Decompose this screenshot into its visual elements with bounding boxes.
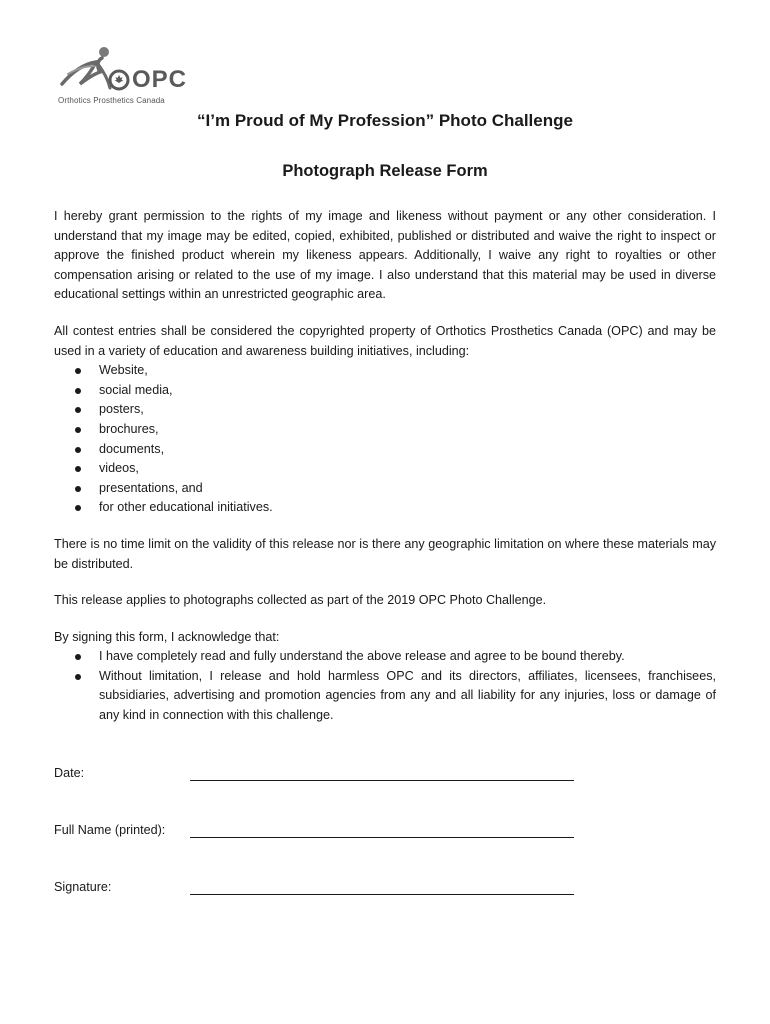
scope-paragraph: This release applies to photographs collected as part of the 2019 OPC Photo Challenge. xyxy=(54,593,547,608)
list-item: brochures, xyxy=(54,420,716,440)
form-subtitle: Photograph Release Form xyxy=(282,162,488,180)
bullet-icon xyxy=(75,368,81,374)
list-item: posters, xyxy=(54,400,716,420)
list-item: I have completely read and fully understand the above release and agree to be bound thereby. xyxy=(54,647,716,667)
bullet-icon xyxy=(75,427,81,433)
validity-paragraph: There is no time limit on the validity of this release nor is there any geographic limitation on where these materials may be distributed. xyxy=(54,536,716,571)
bullet-icon xyxy=(75,447,81,453)
bullet-icon xyxy=(75,388,81,394)
full-name-line[interactable] xyxy=(190,837,574,838)
bullet-icon xyxy=(75,407,81,413)
list-item: social media, xyxy=(54,381,716,401)
copyright-paragraph: All contest entries shall be considered the copyrighted property of Orthotics Prosthetics Canada (OPC) and may be used in a variety of education and awareness building initiatives, including: xyxy=(54,323,716,358)
bullet-icon xyxy=(75,654,81,660)
bullet-icon xyxy=(75,674,81,680)
release-paragraph: I hereby grant permission to the rights of my image and likeness without payment or any other consideration. I understand that my image may be edited, copied, exhibited, published or distributed and waive the right to inspect or approve the finished product wherein my likeness appears. Additionally, I waive any right to royalties or other compensation arising or related to the use of my image. I also understand that this material may be used in diverse educational settings within an unrestricted geographic area. xyxy=(54,209,716,302)
list-item: Website, xyxy=(54,361,716,381)
bullet-icon xyxy=(75,505,81,511)
date-line[interactable] xyxy=(190,780,574,781)
signature-line[interactable] xyxy=(190,894,574,895)
opc-logo xyxy=(58,44,188,108)
bullet-icon xyxy=(75,486,81,492)
page-title: “I’m Proud of My Profession” Photo Challenge xyxy=(197,111,573,130)
list-item: for other educational initiatives. xyxy=(54,498,716,518)
bullet-icon xyxy=(75,466,81,472)
date-label: Date: xyxy=(54,766,85,780)
list-item: videos, xyxy=(54,459,716,479)
signature-label: Signature: xyxy=(54,880,112,894)
form-body xyxy=(54,207,716,726)
opc-tagline: Orthotics Prosthetics Canada xyxy=(58,96,165,105)
list-item: Without limitation, I release and hold harmless OPC and its directors, affiliates, licensees, franchisees, subsidiaries, advertising and promotion agencies from any and all liability for any injuries, loss or damage of any kind in connection with this challenge. xyxy=(54,667,716,726)
acknowledge-intro: By signing this form, I acknowledge that: xyxy=(54,629,280,644)
uses-list xyxy=(54,361,716,518)
list-item: documents, xyxy=(54,440,716,460)
acknowledgement-list xyxy=(54,647,716,725)
full-name-label: Full Name (printed): xyxy=(54,823,166,837)
list-item: presentations, and xyxy=(54,479,716,499)
opc-brand-text: OPC xyxy=(132,66,188,93)
